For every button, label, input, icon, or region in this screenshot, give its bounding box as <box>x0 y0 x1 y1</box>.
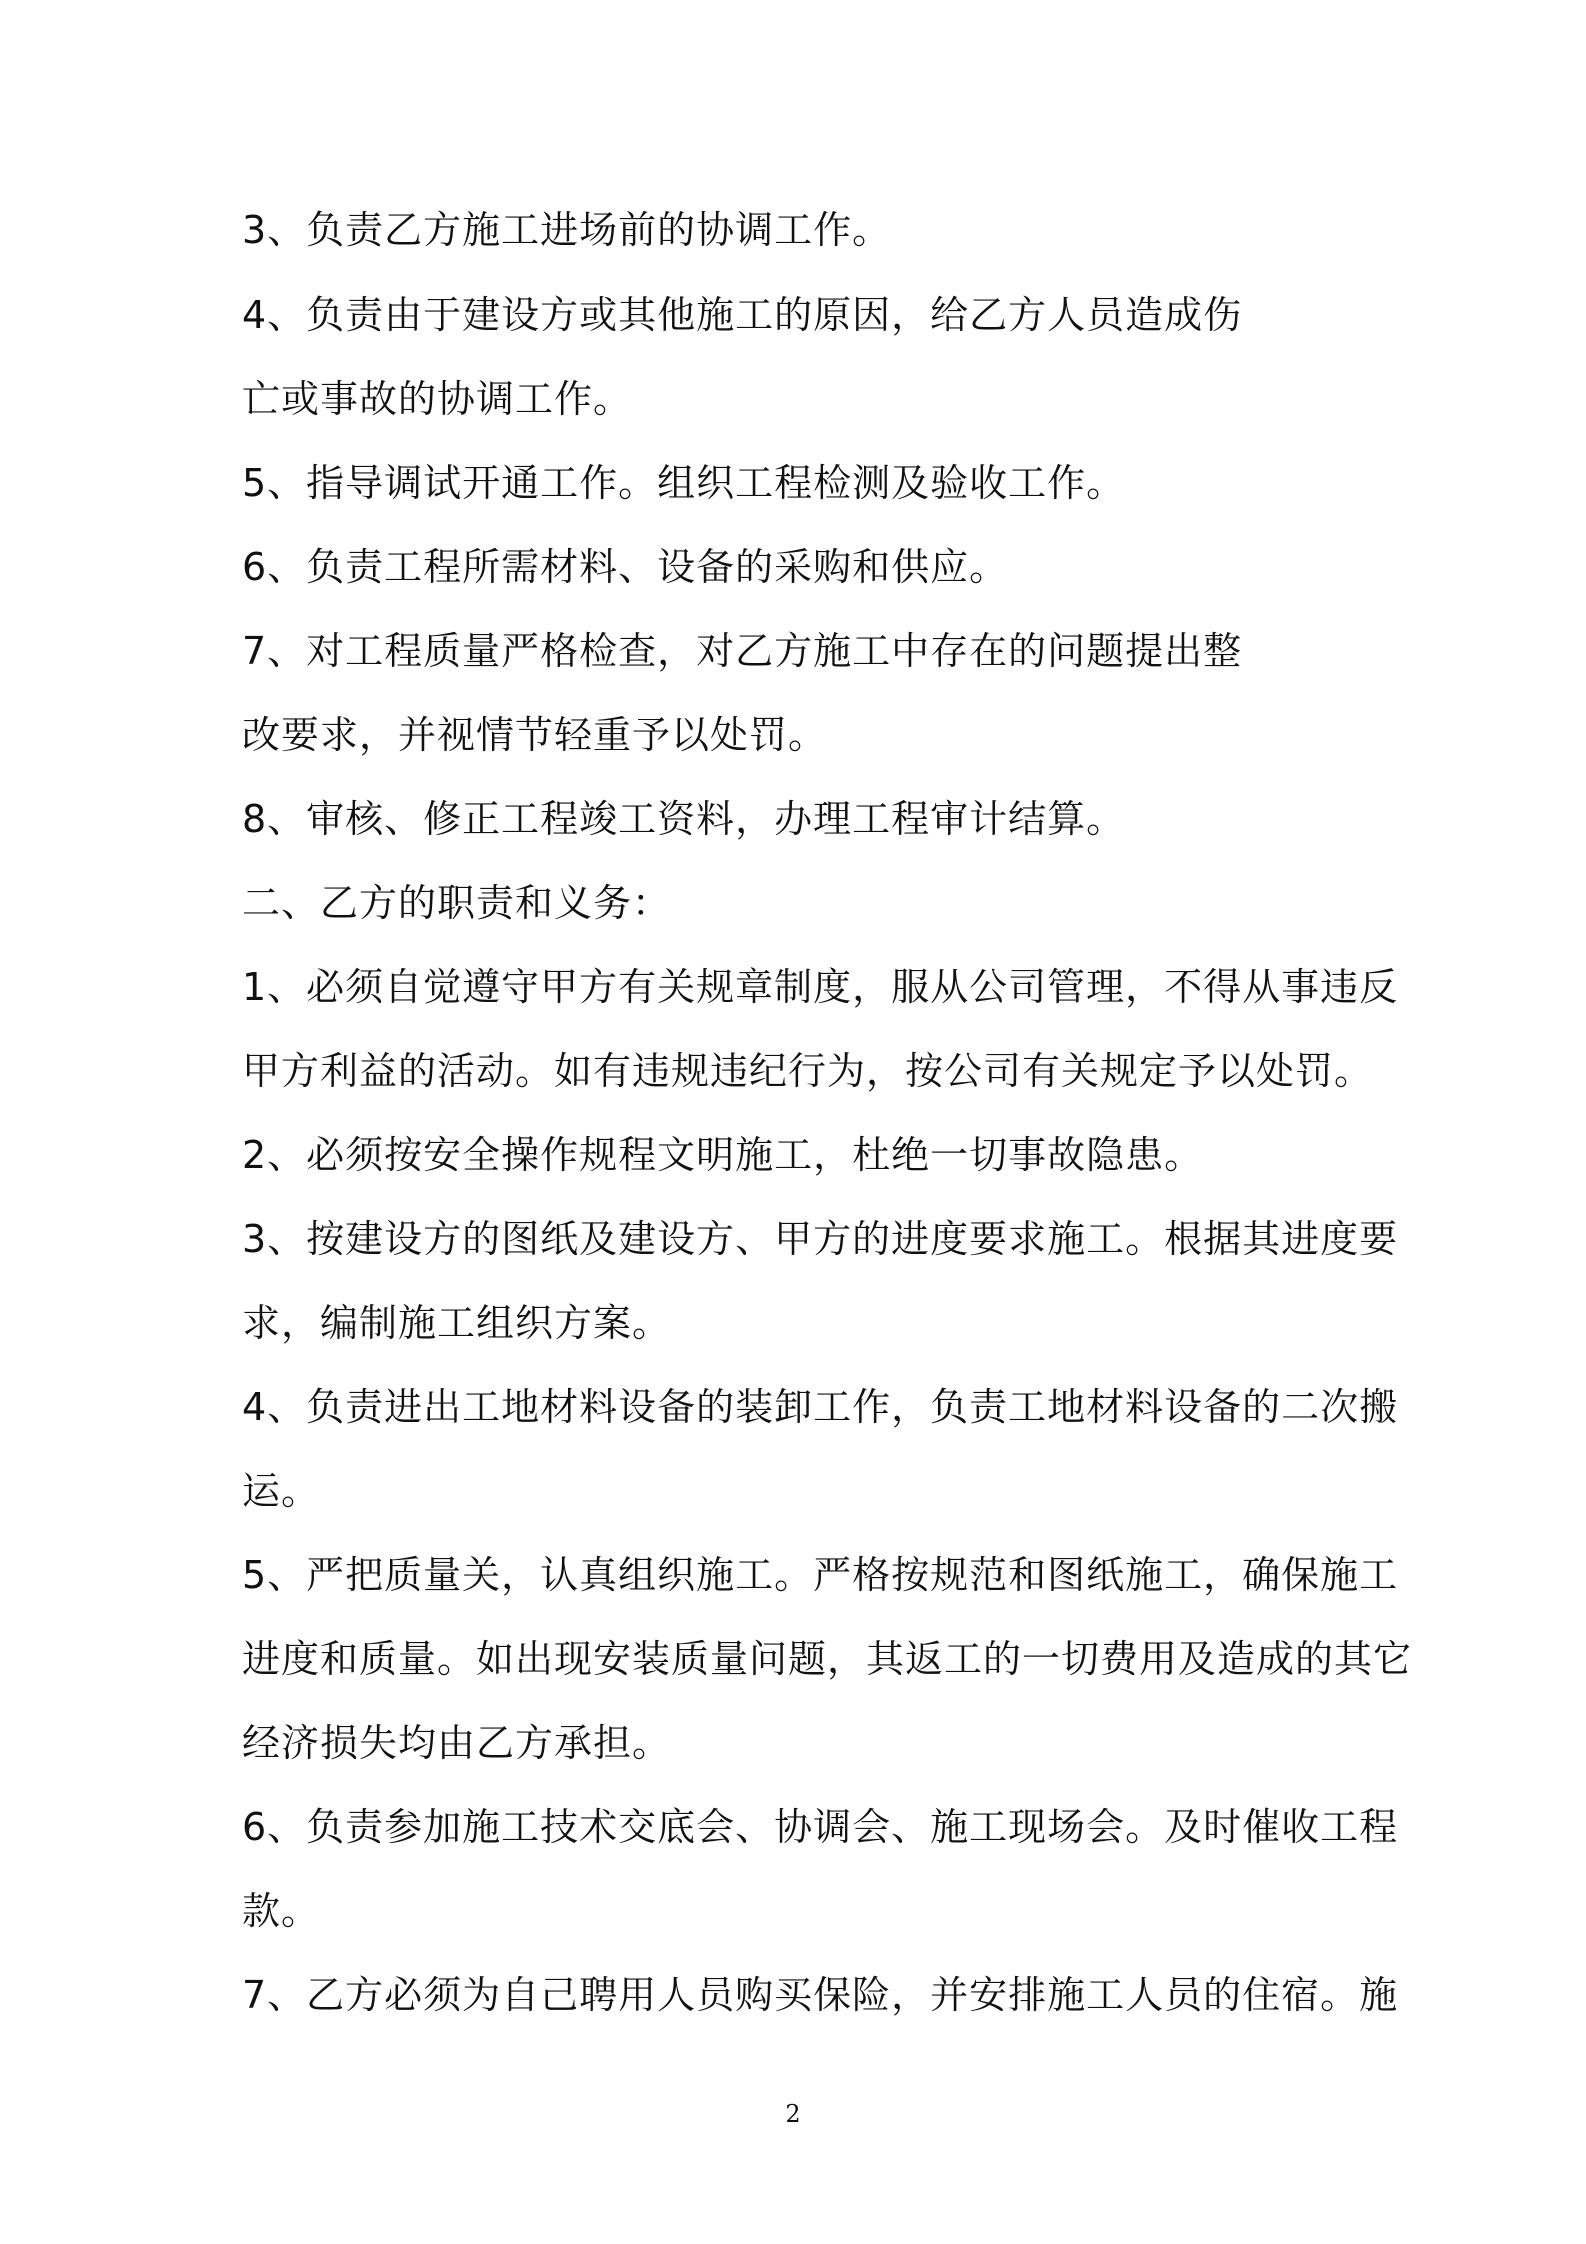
text-line: 5、指导调试开通工作。组织工程检测及验收工作。 <box>242 461 1126 505</box>
text-line: 7、对工程质量严格检查，对乙方施工中存在的问题提出整 <box>242 629 1243 673</box>
text-line: 6、负责参加施工技术交底会、协调会、施工现场会。及时催收工程 <box>242 1805 1399 1849</box>
text-line: 经济损失均由乙方承担。 <box>242 1721 672 1765</box>
text-line: 1、必须自觉遵守甲方有关规章制度，服从公司管理，不得从事违反 <box>242 965 1399 1009</box>
text-line: 3、按建设方的图纸及建设方、甲方的进度要求施工。根据其进度要 <box>242 1217 1399 1261</box>
text-line: 3、负责乙方施工进场前的协调工作。 <box>242 208 892 252</box>
text-line: 求，编制施工组织方案。 <box>242 1301 672 1345</box>
text-line: 5、严把质量关，认真组织施工。严格按规范和图纸施工，确保施工 <box>242 1553 1399 1597</box>
text-line: 4、负责进出工地材料设备的装卸工作，负责工地材料设备的二次搬 <box>242 1385 1399 1429</box>
text-line: 甲方利益的活动。如有违规违纪行为，按公司有关规定予以处罚。 <box>242 1049 1374 1093</box>
text-line: 亡或事故的协调工作。 <box>242 377 633 421</box>
section-heading: 二、乙方的职责和义务： <box>242 881 672 925</box>
text-line: 4、负责由于建设方或其他施工的原因，给乙方人员造成伤 <box>242 293 1243 337</box>
text-line: 进度和质量。如出现安装质量问题，其返工的一切费用及造成的其它 <box>242 1637 1413 1681</box>
text-line: 改要求，并视情节轻重予以处罚。 <box>242 713 828 757</box>
text-line: 7、乙方必须为自己聘用人员购买保险，并安排施工人员的住宿。施 <box>242 1973 1399 2017</box>
text-line: 款。 <box>242 1889 321 1933</box>
text-line: 8、审核、修正工程竣工资料，办理工程审计结算。 <box>242 797 1126 841</box>
text-line: 6、负责工程所需材料、设备的采购和供应。 <box>242 545 1009 589</box>
text-line: 2、必须按安全操作规程文明施工，杜绝一切事故隐患。 <box>242 1133 1204 1177</box>
text-line: 运。 <box>242 1469 321 1513</box>
page-number: 2 <box>785 2100 801 2128</box>
